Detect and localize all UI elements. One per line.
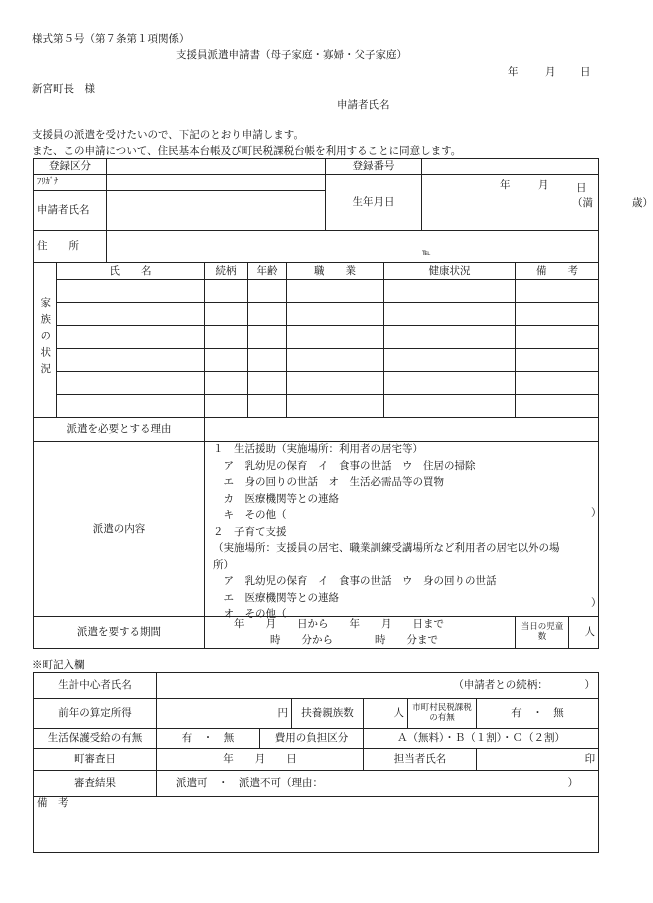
table-row	[34, 372, 599, 395]
date-year: 年	[508, 66, 519, 78]
person-unit: 人	[393, 707, 404, 720]
tel-label: ℡	[422, 248, 431, 257]
close-paren-2: ）	[591, 597, 602, 609]
birth-month: 月	[538, 179, 549, 191]
family-relation-cell[interactable]	[205, 303, 248, 326]
family-age-cell[interactable]	[248, 372, 287, 395]
content-line: 所）	[213, 558, 234, 571]
registration-type-field[interactable]	[107, 159, 326, 175]
content-line: エ 身の回りの世話 オ 生活必需品等の買物	[213, 476, 444, 488]
family-occupation-cell[interactable]	[287, 326, 384, 349]
family-name-cell[interactable]	[57, 280, 205, 303]
family-relation-cell[interactable]	[205, 395, 248, 418]
content-list	[213, 441, 613, 623]
content-line: ２ 子育て支援	[213, 525, 287, 538]
office-use-table	[33, 672, 599, 853]
notes-field[interactable]	[34, 797, 599, 853]
family-notes-cell[interactable]	[516, 303, 599, 326]
tax-yes-no[interactable]: 有 ・ 無	[477, 699, 599, 729]
table-row	[34, 303, 599, 326]
table-row	[34, 349, 599, 372]
result-close: ）	[567, 777, 579, 789]
table-row	[34, 326, 599, 349]
staff-name-field[interactable]	[477, 749, 599, 771]
income-field[interactable]	[157, 699, 292, 729]
dependents-label: 扶養親族数	[292, 699, 364, 729]
review-date-field[interactable]: 年 月 日	[157, 749, 364, 771]
cost-options[interactable]: Ａ（無料）・Ｂ（１割）・Ｃ（２割）	[364, 729, 599, 749]
review-date-label: 町審査日	[34, 749, 157, 771]
family-occupation-cell[interactable]	[287, 372, 384, 395]
content-line: （実施場所：支援員の居宅、職業訓練受講場所など利用者の居宅以外の場	[213, 542, 560, 554]
content-label: 派遣の内容	[34, 442, 205, 617]
family-header-name: 氏 名	[57, 263, 205, 280]
family-health-cell[interactable]	[384, 372, 516, 395]
table-row	[34, 280, 599, 303]
family-age-cell[interactable]	[248, 326, 287, 349]
family-relation-cell[interactable]	[205, 372, 248, 395]
family-name-cell[interactable]	[57, 372, 205, 395]
family-header-health: 健康状況	[384, 263, 516, 280]
family-name-cell[interactable]	[57, 395, 205, 418]
welfare-yes-no[interactable]: 有 ・ 無	[157, 729, 260, 749]
result-field[interactable]	[157, 771, 599, 797]
birthdate-field[interactable]	[422, 175, 653, 231]
address-label: 住 所	[34, 231, 107, 263]
content-line: キ その他（	[213, 509, 287, 521]
registration-type-label: 登録区分	[34, 159, 107, 175]
family-header-age: 年齢	[248, 263, 287, 280]
registration-number-field[interactable]	[422, 159, 599, 175]
table-row	[34, 395, 599, 418]
family-age-cell[interactable]	[248, 349, 287, 372]
children-count-field[interactable]	[569, 617, 599, 649]
family-health-cell[interactable]	[384, 326, 516, 349]
period-date-range: 年 月 日から 年 月 日まで	[234, 618, 444, 630]
applicant-name-row-label: 申請者氏名	[34, 191, 107, 231]
content-line: ア 乳幼児の保育 イ 食事の世話 ウ 住居の掃除	[213, 459, 476, 472]
family-name-cell[interactable]	[57, 326, 205, 349]
cost-label: 費用の負担区分	[260, 729, 364, 749]
content-line: エ 医療機関等との連絡	[213, 591, 339, 604]
family-side-text: 家族の状況	[39, 296, 52, 380]
content-line: ア 乳幼児の保育 イ 食事の世話 ウ 身の回りの世話	[213, 575, 497, 587]
reason-label: 派遣を必要とする理由	[34, 418, 205, 442]
date-month: 月	[545, 66, 556, 78]
family-header-occupation: 職 業	[287, 263, 384, 280]
family-relation-cell[interactable]	[205, 280, 248, 303]
family-name-cell[interactable]	[57, 349, 205, 372]
applicant-name-label: 申請者氏名	[337, 99, 390, 111]
welfare-label: 生活保護受給の有無	[34, 729, 157, 749]
birth-year: 年	[500, 179, 511, 191]
family-relation-cell[interactable]	[205, 326, 248, 349]
family-age-cell[interactable]	[248, 303, 287, 326]
intro-line-1: 支援員の派遣を受けたいので、下記のとおり申請します。	[32, 129, 304, 141]
content-field	[205, 442, 602, 620]
intro-line-2: また、この申請について、住民基本台帳及び町民税課税台帳を利用することに同意します。	[32, 145, 462, 157]
family-name-cell[interactable]	[57, 303, 205, 326]
family-occupation-cell[interactable]	[287, 349, 384, 372]
period-field[interactable]	[205, 617, 516, 649]
family-health-cell[interactable]	[384, 280, 516, 303]
form-title: 支援員派遣申請書（母子家庭・寡婦・父子家庭）	[176, 49, 407, 61]
family-notes-cell[interactable]	[516, 372, 599, 395]
income-label: 前年の算定所得	[34, 699, 157, 729]
family-health-cell[interactable]	[384, 395, 516, 418]
family-notes-cell[interactable]	[516, 280, 599, 303]
family-age-cell[interactable]	[248, 395, 287, 418]
tax-label: 市町村民税課税の有無	[408, 699, 477, 729]
family-occupation-cell[interactable]	[287, 395, 384, 418]
age-close: 歳）	[632, 197, 653, 209]
children-unit: 人	[584, 626, 596, 639]
content-line: カ 医療機関等との連絡	[213, 492, 339, 505]
family-health-cell[interactable]	[384, 303, 516, 326]
relation-text: （申請者との続柄： ）	[453, 679, 596, 692]
notes-label: 備 考	[37, 797, 69, 809]
children-count-label: 当日の児童数	[516, 617, 569, 649]
age-open: （満	[572, 197, 593, 209]
applicant-name-field[interactable]	[107, 191, 326, 231]
staff-name-label: 担当者氏名	[364, 749, 477, 771]
family-notes-cell[interactable]	[516, 326, 599, 349]
family-header-relation: 続柄	[205, 263, 248, 280]
dependents-field[interactable]	[364, 699, 408, 729]
furigana-label: ﾌﾘｶﾞﾅ	[34, 175, 107, 191]
birth-day: 日	[576, 182, 587, 194]
address-field[interactable]	[107, 231, 599, 263]
close-paren-1: ）	[591, 507, 602, 519]
family-occupation-cell[interactable]	[287, 280, 384, 303]
result-label: 審査結果	[34, 771, 157, 797]
family-age-cell[interactable]	[248, 280, 287, 303]
yen-unit: 円	[277, 707, 288, 720]
form-number: 様式第５号（第７条第１項関係）	[32, 33, 190, 45]
family-relation-cell[interactable]	[205, 349, 248, 372]
family-header-notes: 備 考	[516, 263, 599, 280]
furigana-field[interactable]	[107, 175, 326, 191]
seal-mark: 印	[584, 753, 596, 766]
addressee: 新宮町長 様	[32, 83, 95, 95]
date-day: 日	[580, 66, 591, 78]
family-health-cell[interactable]	[384, 349, 516, 372]
family-notes-cell[interactable]	[516, 395, 599, 418]
family-occupation-cell[interactable]	[287, 303, 384, 326]
period-time-range: 時 分から 時 分まで	[270, 634, 438, 646]
reason-field[interactable]	[205, 418, 599, 442]
family-side-label	[34, 263, 57, 418]
main-application-table	[33, 158, 653, 649]
head-of-household-label: 生計中心者氏名	[34, 673, 157, 699]
content-line: １ 生活援助（実施場所：利用者の居宅等）	[213, 443, 423, 455]
birthdate-label: 生年月日	[326, 175, 422, 231]
registration-number-label: 登録番号	[326, 159, 422, 175]
family-notes-cell[interactable]	[516, 349, 599, 372]
office-section-label: ※町記入欄	[32, 659, 85, 671]
period-label: 派遣を要する期間	[34, 617, 205, 649]
content-line: オ その他（	[213, 608, 287, 620]
head-of-household-field[interactable]	[157, 673, 599, 699]
result-value: 派遣可 ・ 派遣不可（理由：	[176, 777, 323, 790]
